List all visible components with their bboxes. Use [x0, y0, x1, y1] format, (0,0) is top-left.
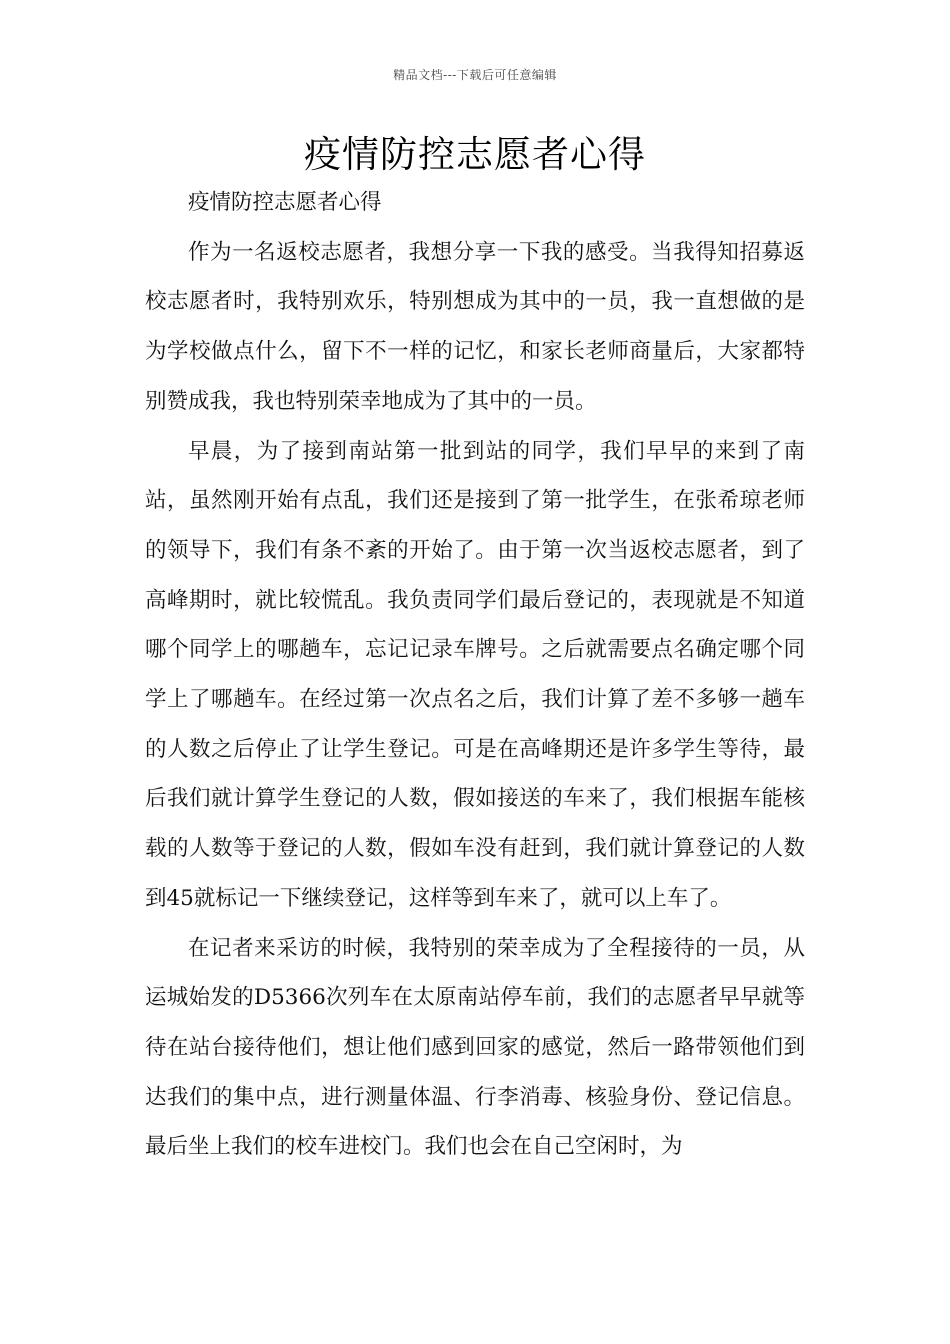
body-paragraph: 在记者来采访的时候，我特别的荣幸成为了全程接待的一员，从运城始发的D5366次列车在太原南站停车前，我们的志愿者早早就等待在站台接待他们，想让他们感到回家的感觉，然后一路带领他们到达我们的集中点，进行测量体温、行李消毒、核验身份、登记信息。最后坐上我们的校车进校门。我们也会在自己空闲时，为 [145, 935, 805, 1160]
body-paragraph: 早晨，为了接到南站第一批到站的同学，我们早早的来到了南站，虽然刚开始有点乱，我们还是接到了第一批学生，在张希琼老师的领导下，我们有条不紊的开始了。由于第一次当返校志愿者，到了高峰期时，就比较慌乱。我负责同学们最后登记的，表现就是不知道哪个同学上的哪趟车，忘记记录车牌号。之后就需要点名确定哪个同学上了哪趟车。在经过第一次点名之后，我们计算了差不多够一趟车的人数之后停止了让学生登记。可是在高峰期还是许多学生等待，最后我们就计算学生登记的人数，假如接送的车来了，我们根据车能核载的人数等于登记的人数，假如车没有赶到，我们就计算登记的人数到45就标记一下继续登记，这样等到车来了，就可以上车了。 [145, 438, 805, 911]
header-note: 精品文档---下载后可任意编辑 [393, 68, 557, 82]
body-paragraph-subtitle: 疫情防控志愿者心得 [188, 190, 382, 215]
body-paragraph: 作为一名返校志愿者，我想分享一下我的感受。当我得知招募返校志愿者时，我特别欢乐，特别想成为其中的一员，我一直想做的是为学校做点什么，留下不一样的记忆，和家长老师商量后，大家都特别赞成我，我也特别荣幸地成为了其中的一员。 [145, 239, 805, 414]
document-body [145, 178, 805, 1172]
document-title: 疫情防控志愿者心得 [304, 133, 646, 176]
